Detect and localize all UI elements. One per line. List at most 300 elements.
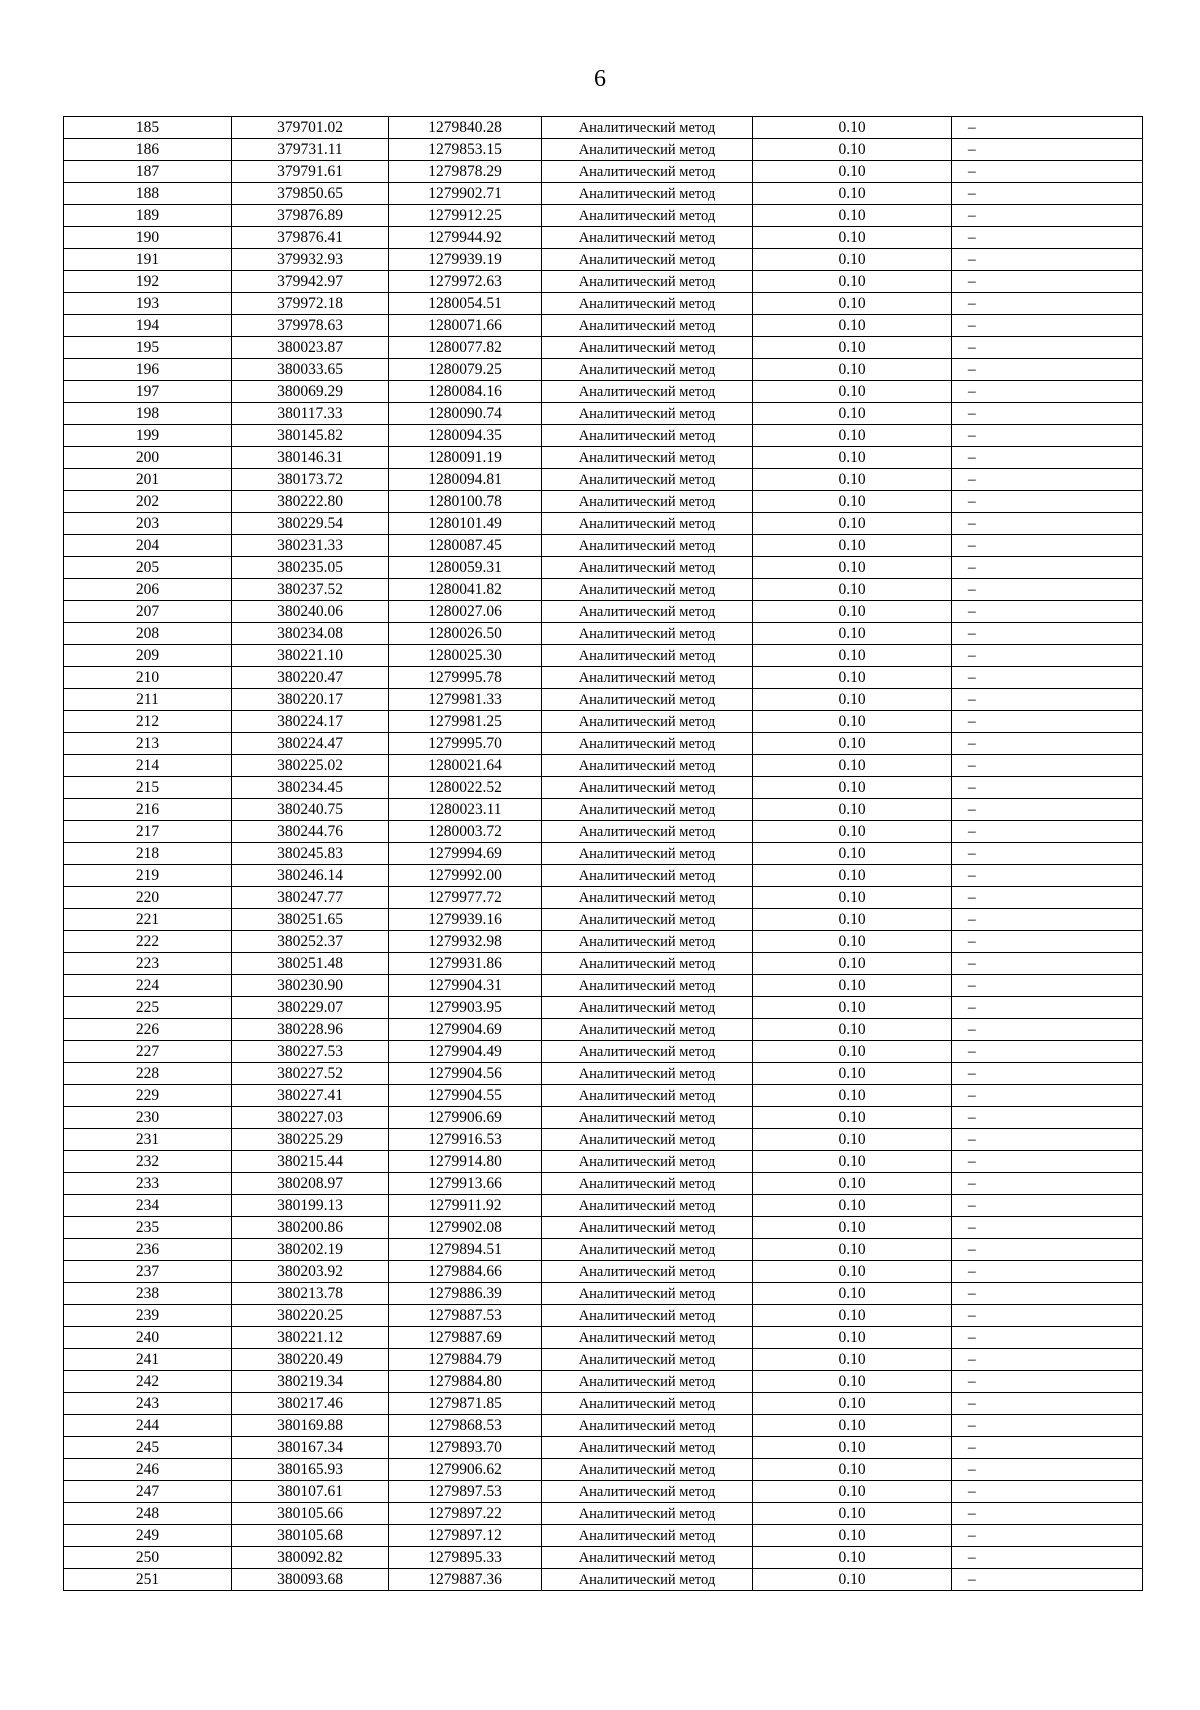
x-coordinate-cell: 380220.17 (232, 689, 389, 711)
point-number-cell: 239 (64, 1305, 232, 1327)
x-coordinate-cell: 380234.45 (232, 777, 389, 799)
point-number-cell: 225 (64, 997, 232, 1019)
method-cell: Аналитический метод (542, 205, 753, 227)
x-coordinate-cell: 380224.47 (232, 733, 389, 755)
method-cell: Аналитический метод (542, 249, 753, 271)
x-coordinate-cell: 380117.33 (232, 403, 389, 425)
accuracy-cell: 0.10 (753, 777, 952, 799)
x-coordinate-cell: 380246.14 (232, 865, 389, 887)
y-coordinate-cell: 1280027.06 (389, 601, 542, 623)
table-row (64, 1547, 1143, 1569)
y-coordinate-cell: 1279884.66 (389, 1261, 542, 1283)
note-cell: – (952, 777, 1143, 799)
accuracy-cell: 0.10 (753, 359, 952, 381)
method-cell: Аналитический метод (542, 799, 753, 821)
point-number-cell: 251 (64, 1569, 232, 1591)
method-cell: Аналитический метод (542, 1019, 753, 1041)
table-row (64, 425, 1143, 447)
note-cell: – (952, 711, 1143, 733)
x-coordinate-cell: 380224.17 (232, 711, 389, 733)
note-cell: – (952, 1437, 1143, 1459)
x-coordinate-cell: 380146.31 (232, 447, 389, 469)
method-cell: Аналитический метод (542, 667, 753, 689)
point-number-cell: 209 (64, 645, 232, 667)
note-cell: – (952, 909, 1143, 931)
accuracy-cell: 0.10 (753, 227, 952, 249)
method-cell: Аналитический метод (542, 1261, 753, 1283)
x-coordinate-cell: 380208.97 (232, 1173, 389, 1195)
method-cell: Аналитический метод (542, 755, 753, 777)
method-cell: Аналитический метод (542, 997, 753, 1019)
y-coordinate-cell: 1279932.98 (389, 931, 542, 953)
point-number-cell: 240 (64, 1327, 232, 1349)
accuracy-cell: 0.10 (753, 1525, 952, 1547)
x-coordinate-cell: 380169.88 (232, 1415, 389, 1437)
method-cell: Аналитический метод (542, 183, 753, 205)
y-coordinate-cell: 1279916.53 (389, 1129, 542, 1151)
method-cell: Аналитический метод (542, 1393, 753, 1415)
x-coordinate-cell: 380105.68 (232, 1525, 389, 1547)
note-cell: – (952, 249, 1143, 271)
y-coordinate-cell: 1279887.53 (389, 1305, 542, 1327)
accuracy-cell: 0.10 (753, 755, 952, 777)
method-cell: Аналитический метод (542, 381, 753, 403)
table-row (64, 1107, 1143, 1129)
x-coordinate-cell: 380251.65 (232, 909, 389, 931)
point-number-cell: 243 (64, 1393, 232, 1415)
x-coordinate-cell: 380023.87 (232, 337, 389, 359)
method-cell: Аналитический метод (542, 821, 753, 843)
point-number-cell: 248 (64, 1503, 232, 1525)
point-number-cell: 187 (64, 161, 232, 183)
point-number-cell: 208 (64, 623, 232, 645)
y-coordinate-cell: 1280090.74 (389, 403, 542, 425)
x-coordinate-cell: 380234.08 (232, 623, 389, 645)
note-cell: – (952, 205, 1143, 227)
y-coordinate-cell: 1279981.33 (389, 689, 542, 711)
method-cell: Аналитический метод (542, 315, 753, 337)
x-coordinate-cell: 380221.12 (232, 1327, 389, 1349)
table-row (64, 1525, 1143, 1547)
accuracy-cell: 0.10 (753, 1041, 952, 1063)
table-row (64, 1019, 1143, 1041)
y-coordinate-cell: 1280025.30 (389, 645, 542, 667)
point-number-cell: 237 (64, 1261, 232, 1283)
x-coordinate-cell: 380145.82 (232, 425, 389, 447)
accuracy-cell: 0.10 (753, 447, 952, 469)
note-cell: – (952, 667, 1143, 689)
y-coordinate-cell: 1279868.53 (389, 1415, 542, 1437)
y-coordinate-cell: 1279893.70 (389, 1437, 542, 1459)
note-cell: – (952, 1327, 1143, 1349)
accuracy-cell: 0.10 (753, 1327, 952, 1349)
accuracy-cell: 0.10 (753, 183, 952, 205)
method-cell: Аналитический метод (542, 1459, 753, 1481)
y-coordinate-cell: 1279906.62 (389, 1459, 542, 1481)
table-row (64, 667, 1143, 689)
accuracy-cell: 0.10 (753, 1459, 952, 1481)
note-cell: – (952, 1173, 1143, 1195)
note-cell: – (952, 1019, 1143, 1041)
note-cell: – (952, 1107, 1143, 1129)
note-cell: – (952, 1239, 1143, 1261)
point-number-cell: 186 (64, 139, 232, 161)
table-row (64, 249, 1143, 271)
y-coordinate-cell: 1279904.56 (389, 1063, 542, 1085)
table-row (64, 1195, 1143, 1217)
table-row (64, 1063, 1143, 1085)
method-cell: Аналитический метод (542, 975, 753, 997)
table-row (64, 579, 1143, 601)
note-cell: – (952, 887, 1143, 909)
x-coordinate-cell: 380245.83 (232, 843, 389, 865)
y-coordinate-cell: 1279904.31 (389, 975, 542, 997)
table-row (64, 931, 1143, 953)
y-coordinate-cell: 1280094.35 (389, 425, 542, 447)
accuracy-cell: 0.10 (753, 865, 952, 887)
y-coordinate-cell: 1279981.25 (389, 711, 542, 733)
accuracy-cell: 0.10 (753, 469, 952, 491)
point-number-cell: 199 (64, 425, 232, 447)
point-number-cell: 193 (64, 293, 232, 315)
table-row (64, 711, 1143, 733)
x-coordinate-cell: 380231.33 (232, 535, 389, 557)
note-cell: – (952, 1063, 1143, 1085)
accuracy-cell: 0.10 (753, 997, 952, 1019)
y-coordinate-cell: 1279871.85 (389, 1393, 542, 1415)
method-cell: Аналитический метод (542, 1085, 753, 1107)
method-cell: Аналитический метод (542, 1173, 753, 1195)
note-cell: – (952, 403, 1143, 425)
point-number-cell: 203 (64, 513, 232, 535)
table-row (64, 865, 1143, 887)
point-number-cell: 194 (64, 315, 232, 337)
x-coordinate-cell: 380237.52 (232, 579, 389, 601)
note-cell: – (952, 161, 1143, 183)
accuracy-cell: 0.10 (753, 1503, 952, 1525)
method-cell: Аналитический метод (542, 689, 753, 711)
table-row (64, 337, 1143, 359)
method-cell: Аналитический метод (542, 909, 753, 931)
note-cell: – (952, 1305, 1143, 1327)
y-coordinate-cell: 1280100.78 (389, 491, 542, 513)
note-cell: – (952, 1459, 1143, 1481)
method-cell: Аналитический метод (542, 227, 753, 249)
note-cell: – (952, 513, 1143, 535)
x-coordinate-cell: 380251.48 (232, 953, 389, 975)
table-row (64, 1151, 1143, 1173)
note-cell: – (952, 117, 1143, 139)
point-number-cell: 192 (64, 271, 232, 293)
note-cell: – (952, 1195, 1143, 1217)
table-row (64, 1129, 1143, 1151)
accuracy-cell: 0.10 (753, 205, 952, 227)
point-number-cell: 205 (64, 557, 232, 579)
table-row (64, 381, 1143, 403)
table-row (64, 513, 1143, 535)
accuracy-cell: 0.10 (753, 1085, 952, 1107)
point-number-cell: 216 (64, 799, 232, 821)
point-number-cell: 223 (64, 953, 232, 975)
accuracy-cell: 0.10 (753, 425, 952, 447)
table-row (64, 799, 1143, 821)
method-cell: Аналитический метод (542, 425, 753, 447)
method-cell: Аналитический метод (542, 711, 753, 733)
x-coordinate-cell: 380105.66 (232, 1503, 389, 1525)
method-cell: Аналитический метод (542, 271, 753, 293)
accuracy-cell: 0.10 (753, 1393, 952, 1415)
table-row (64, 1217, 1143, 1239)
x-coordinate-cell: 380228.96 (232, 1019, 389, 1041)
method-cell: Аналитический метод (542, 601, 753, 623)
x-coordinate-cell: 379932.93 (232, 249, 389, 271)
point-number-cell: 249 (64, 1525, 232, 1547)
point-number-cell: 195 (64, 337, 232, 359)
accuracy-cell: 0.10 (753, 799, 952, 821)
accuracy-cell: 0.10 (753, 733, 952, 755)
point-number-cell: 230 (64, 1107, 232, 1129)
method-cell: Аналитический метод (542, 733, 753, 755)
note-cell: – (952, 1503, 1143, 1525)
table-row (64, 975, 1143, 997)
accuracy-cell: 0.10 (753, 1547, 952, 1569)
table-row (64, 1173, 1143, 1195)
y-coordinate-cell: 1279897.12 (389, 1525, 542, 1547)
method-cell: Аналитический метод (542, 1217, 753, 1239)
y-coordinate-cell: 1279878.29 (389, 161, 542, 183)
method-cell: Аналитический метод (542, 843, 753, 865)
method-cell: Аналитический метод (542, 535, 753, 557)
y-coordinate-cell: 1280003.72 (389, 821, 542, 843)
y-coordinate-cell: 1279977.72 (389, 887, 542, 909)
y-coordinate-cell: 1280059.31 (389, 557, 542, 579)
table-row (64, 689, 1143, 711)
x-coordinate-cell: 380220.49 (232, 1349, 389, 1371)
y-coordinate-cell: 1279897.53 (389, 1481, 542, 1503)
x-coordinate-cell: 379850.65 (232, 183, 389, 205)
point-number-cell: 188 (64, 183, 232, 205)
x-coordinate-cell: 379876.41 (232, 227, 389, 249)
accuracy-cell: 0.10 (753, 1569, 952, 1591)
accuracy-cell: 0.10 (753, 1349, 952, 1371)
method-cell: Аналитический метод (542, 623, 753, 645)
y-coordinate-cell: 1280077.82 (389, 337, 542, 359)
method-cell: Аналитический метод (542, 1437, 753, 1459)
note-cell: – (952, 381, 1143, 403)
table-row (64, 733, 1143, 755)
accuracy-cell: 0.10 (753, 667, 952, 689)
accuracy-cell: 0.10 (753, 1415, 952, 1437)
note-cell: – (952, 271, 1143, 293)
table-row (64, 887, 1143, 909)
accuracy-cell: 0.10 (753, 1305, 952, 1327)
x-coordinate-cell: 379972.18 (232, 293, 389, 315)
y-coordinate-cell: 1279904.55 (389, 1085, 542, 1107)
accuracy-cell: 0.10 (753, 1217, 952, 1239)
accuracy-cell: 0.10 (753, 271, 952, 293)
point-number-cell: 191 (64, 249, 232, 271)
note-cell: – (952, 469, 1143, 491)
table-row (64, 601, 1143, 623)
point-number-cell: 250 (64, 1547, 232, 1569)
note-cell: – (952, 1129, 1143, 1151)
x-coordinate-cell: 379978.63 (232, 315, 389, 337)
table-row (64, 447, 1143, 469)
x-coordinate-cell: 380252.37 (232, 931, 389, 953)
x-coordinate-cell: 379942.97 (232, 271, 389, 293)
method-cell: Аналитический метод (542, 645, 753, 667)
note-cell: – (952, 315, 1143, 337)
method-cell: Аналитический метод (542, 1503, 753, 1525)
accuracy-cell: 0.10 (753, 491, 952, 513)
x-coordinate-cell: 380199.13 (232, 1195, 389, 1217)
point-number-cell: 228 (64, 1063, 232, 1085)
y-coordinate-cell: 1279903.95 (389, 997, 542, 1019)
y-coordinate-cell: 1280091.19 (389, 447, 542, 469)
x-coordinate-cell: 379791.61 (232, 161, 389, 183)
y-coordinate-cell: 1279887.69 (389, 1327, 542, 1349)
y-coordinate-cell: 1280071.66 (389, 315, 542, 337)
x-coordinate-cell: 380229.54 (232, 513, 389, 535)
point-number-cell: 210 (64, 667, 232, 689)
table-row (64, 755, 1143, 777)
method-cell: Аналитический метод (542, 1063, 753, 1085)
x-coordinate-cell: 380229.07 (232, 997, 389, 1019)
note-cell: – (952, 1217, 1143, 1239)
method-cell: Аналитический метод (542, 513, 753, 535)
x-coordinate-cell: 380165.93 (232, 1459, 389, 1481)
table-row (64, 953, 1143, 975)
point-number-cell: 231 (64, 1129, 232, 1151)
y-coordinate-cell: 1280087.45 (389, 535, 542, 557)
y-coordinate-cell: 1279995.70 (389, 733, 542, 755)
point-number-cell: 201 (64, 469, 232, 491)
point-number-cell: 241 (64, 1349, 232, 1371)
note-cell: – (952, 1371, 1143, 1393)
y-coordinate-cell: 1279931.86 (389, 953, 542, 975)
x-coordinate-cell: 379876.89 (232, 205, 389, 227)
note-cell: – (952, 425, 1143, 447)
accuracy-cell: 0.10 (753, 535, 952, 557)
x-coordinate-cell: 380240.06 (232, 601, 389, 623)
point-number-cell: 233 (64, 1173, 232, 1195)
note-cell: – (952, 821, 1143, 843)
point-number-cell: 246 (64, 1459, 232, 1481)
method-cell: Аналитический метод (542, 777, 753, 799)
method-cell: Аналитический метод (542, 1195, 753, 1217)
x-coordinate-cell: 380244.76 (232, 821, 389, 843)
y-coordinate-cell: 1279995.78 (389, 667, 542, 689)
point-number-cell: 234 (64, 1195, 232, 1217)
note-cell: – (952, 579, 1143, 601)
method-cell: Аналитический метод (542, 1151, 753, 1173)
x-coordinate-cell: 380219.34 (232, 1371, 389, 1393)
x-coordinate-cell: 380230.90 (232, 975, 389, 997)
point-number-cell: 227 (64, 1041, 232, 1063)
note-cell: – (952, 535, 1143, 557)
accuracy-cell: 0.10 (753, 1129, 952, 1151)
note-cell: – (952, 1481, 1143, 1503)
table-row (64, 1371, 1143, 1393)
y-coordinate-cell: 1279884.79 (389, 1349, 542, 1371)
method-cell: Аналитический метод (542, 139, 753, 161)
table-row (64, 1415, 1143, 1437)
accuracy-cell: 0.10 (753, 887, 952, 909)
method-cell: Аналитический метод (542, 1371, 753, 1393)
x-coordinate-cell: 380221.10 (232, 645, 389, 667)
method-cell: Аналитический метод (542, 117, 753, 139)
method-cell: Аналитический метод (542, 865, 753, 887)
point-number-cell: 238 (64, 1283, 232, 1305)
point-number-cell: 217 (64, 821, 232, 843)
y-coordinate-cell: 1279914.80 (389, 1151, 542, 1173)
y-coordinate-cell: 1280021.64 (389, 755, 542, 777)
x-coordinate-cell: 380107.61 (232, 1481, 389, 1503)
note-cell: – (952, 227, 1143, 249)
accuracy-cell: 0.10 (753, 1107, 952, 1129)
x-coordinate-cell: 380222.80 (232, 491, 389, 513)
accuracy-cell: 0.10 (753, 711, 952, 733)
method-cell: Аналитический метод (542, 931, 753, 953)
table-row (64, 491, 1143, 513)
method-cell: Аналитический метод (542, 161, 753, 183)
y-coordinate-cell: 1279972.63 (389, 271, 542, 293)
point-number-cell: 236 (64, 1239, 232, 1261)
point-number-cell: 247 (64, 1481, 232, 1503)
point-number-cell: 226 (64, 1019, 232, 1041)
table-row (64, 1239, 1143, 1261)
table-row (64, 909, 1143, 931)
y-coordinate-cell: 1279884.80 (389, 1371, 542, 1393)
accuracy-cell: 0.10 (753, 931, 952, 953)
note-cell: – (952, 865, 1143, 887)
note-cell: – (952, 1151, 1143, 1173)
method-cell: Аналитический метод (542, 1349, 753, 1371)
accuracy-cell: 0.10 (753, 1173, 952, 1195)
y-coordinate-cell: 1279887.36 (389, 1569, 542, 1591)
x-coordinate-cell: 380202.19 (232, 1239, 389, 1261)
y-coordinate-cell: 1279902.08 (389, 1217, 542, 1239)
y-coordinate-cell: 1279939.19 (389, 249, 542, 271)
point-number-cell: 214 (64, 755, 232, 777)
method-cell: Аналитический метод (542, 1239, 753, 1261)
table-row (64, 161, 1143, 183)
note-cell: – (952, 733, 1143, 755)
y-coordinate-cell: 1279912.25 (389, 205, 542, 227)
accuracy-cell: 0.10 (753, 1063, 952, 1085)
accuracy-cell: 0.10 (753, 1261, 952, 1283)
x-coordinate-cell: 380220.25 (232, 1305, 389, 1327)
point-number-cell: 207 (64, 601, 232, 623)
method-cell: Аналитический метод (542, 1525, 753, 1547)
table-row (64, 1261, 1143, 1283)
x-coordinate-cell: 380225.29 (232, 1129, 389, 1151)
method-cell: Аналитический метод (542, 1569, 753, 1591)
note-cell: – (952, 1261, 1143, 1283)
point-number-cell: 196 (64, 359, 232, 381)
table-row (64, 403, 1143, 425)
table-row (64, 1349, 1143, 1371)
method-cell: Аналитический метод (542, 1283, 753, 1305)
note-cell: – (952, 1393, 1143, 1415)
y-coordinate-cell: 1279904.49 (389, 1041, 542, 1063)
method-cell: Аналитический метод (542, 491, 753, 513)
point-number-cell: 212 (64, 711, 232, 733)
accuracy-cell: 0.10 (753, 513, 952, 535)
accuracy-cell: 0.10 (753, 1481, 952, 1503)
y-coordinate-cell: 1279886.39 (389, 1283, 542, 1305)
x-coordinate-cell: 380203.92 (232, 1261, 389, 1283)
